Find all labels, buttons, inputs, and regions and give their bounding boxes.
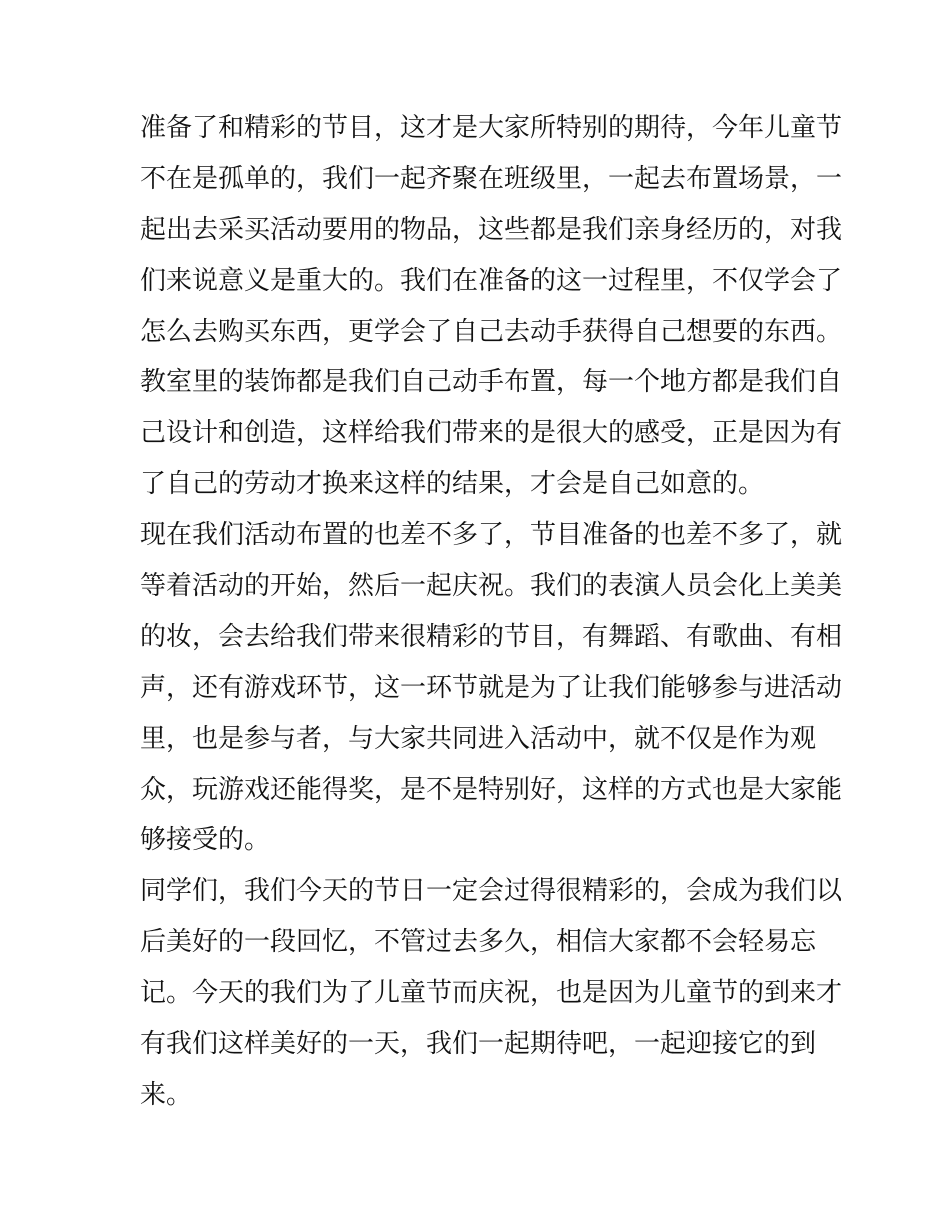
text-line: 众，玩游戏还能得奖，是不是特别好，这样的方式也是大家能 [140,774,843,805]
text-line: 来。 [140,1079,193,1110]
text-line: 不在是孤单的，我们一起齐聚在班级里，一起去布置场景，一 [140,163,843,194]
text-line: 等着活动的开始，然后一起庆祝。我们的表演人员会化上美美 [140,571,843,602]
body-text [140,103,843,1121]
text-line: 准备了和精彩的节目，这才是大家所特别的期待，今年儿童节 [140,113,843,143]
text-line: 够接受的。 [140,825,271,856]
text-line: 了自己的劳动才换来这样的结果，才会是自己如意的。 [140,469,765,500]
text-line: 记。今天的我们为了儿童节而庆祝，也是因为儿童节的到来才 [140,978,843,1009]
text-line: 教室里的装饰都是我们自己动手布置，每一个地方都是我们自 [140,367,843,398]
text-line: 里，也是参与者，与大家共同进入活动中，就不仅是作为观 [140,723,817,754]
text-line: 的妆，会去给我们带来很精彩的节目，有舞蹈、有歌曲、有相 [140,621,843,652]
text-line: 己设计和创造，这样给我们带来的是很大的感受，正是因为有 [140,418,843,449]
text-line: 有我们这样美好的一天，我们一起期待吧，一起迎接它的到 [140,1029,817,1060]
text-line: 同学们，我们今天的节日一定会过得很精彩的，会成为我们以 [140,876,843,907]
text-line: 现在我们活动布置的也差不多了，节目准备的也差不多了，就 [140,520,843,551]
text-line: 起出去采买活动要用的物品，这些都是我们亲身经历的，对我 [140,214,843,245]
text-line: 怎么去购买东西，更学会了自己去动手获得自己想要的东西。 [140,316,843,347]
text-line: 们来说意义是重大的。我们在准备的这一过程里，不仅学会了 [140,265,843,296]
text-line: 后美好的一段回忆，不管过去多久，相信大家都不会轻易忘 [140,927,817,958]
text-line: 声，还有游戏环节，这一环节就是为了让我们能够参与进活动 [140,672,843,703]
